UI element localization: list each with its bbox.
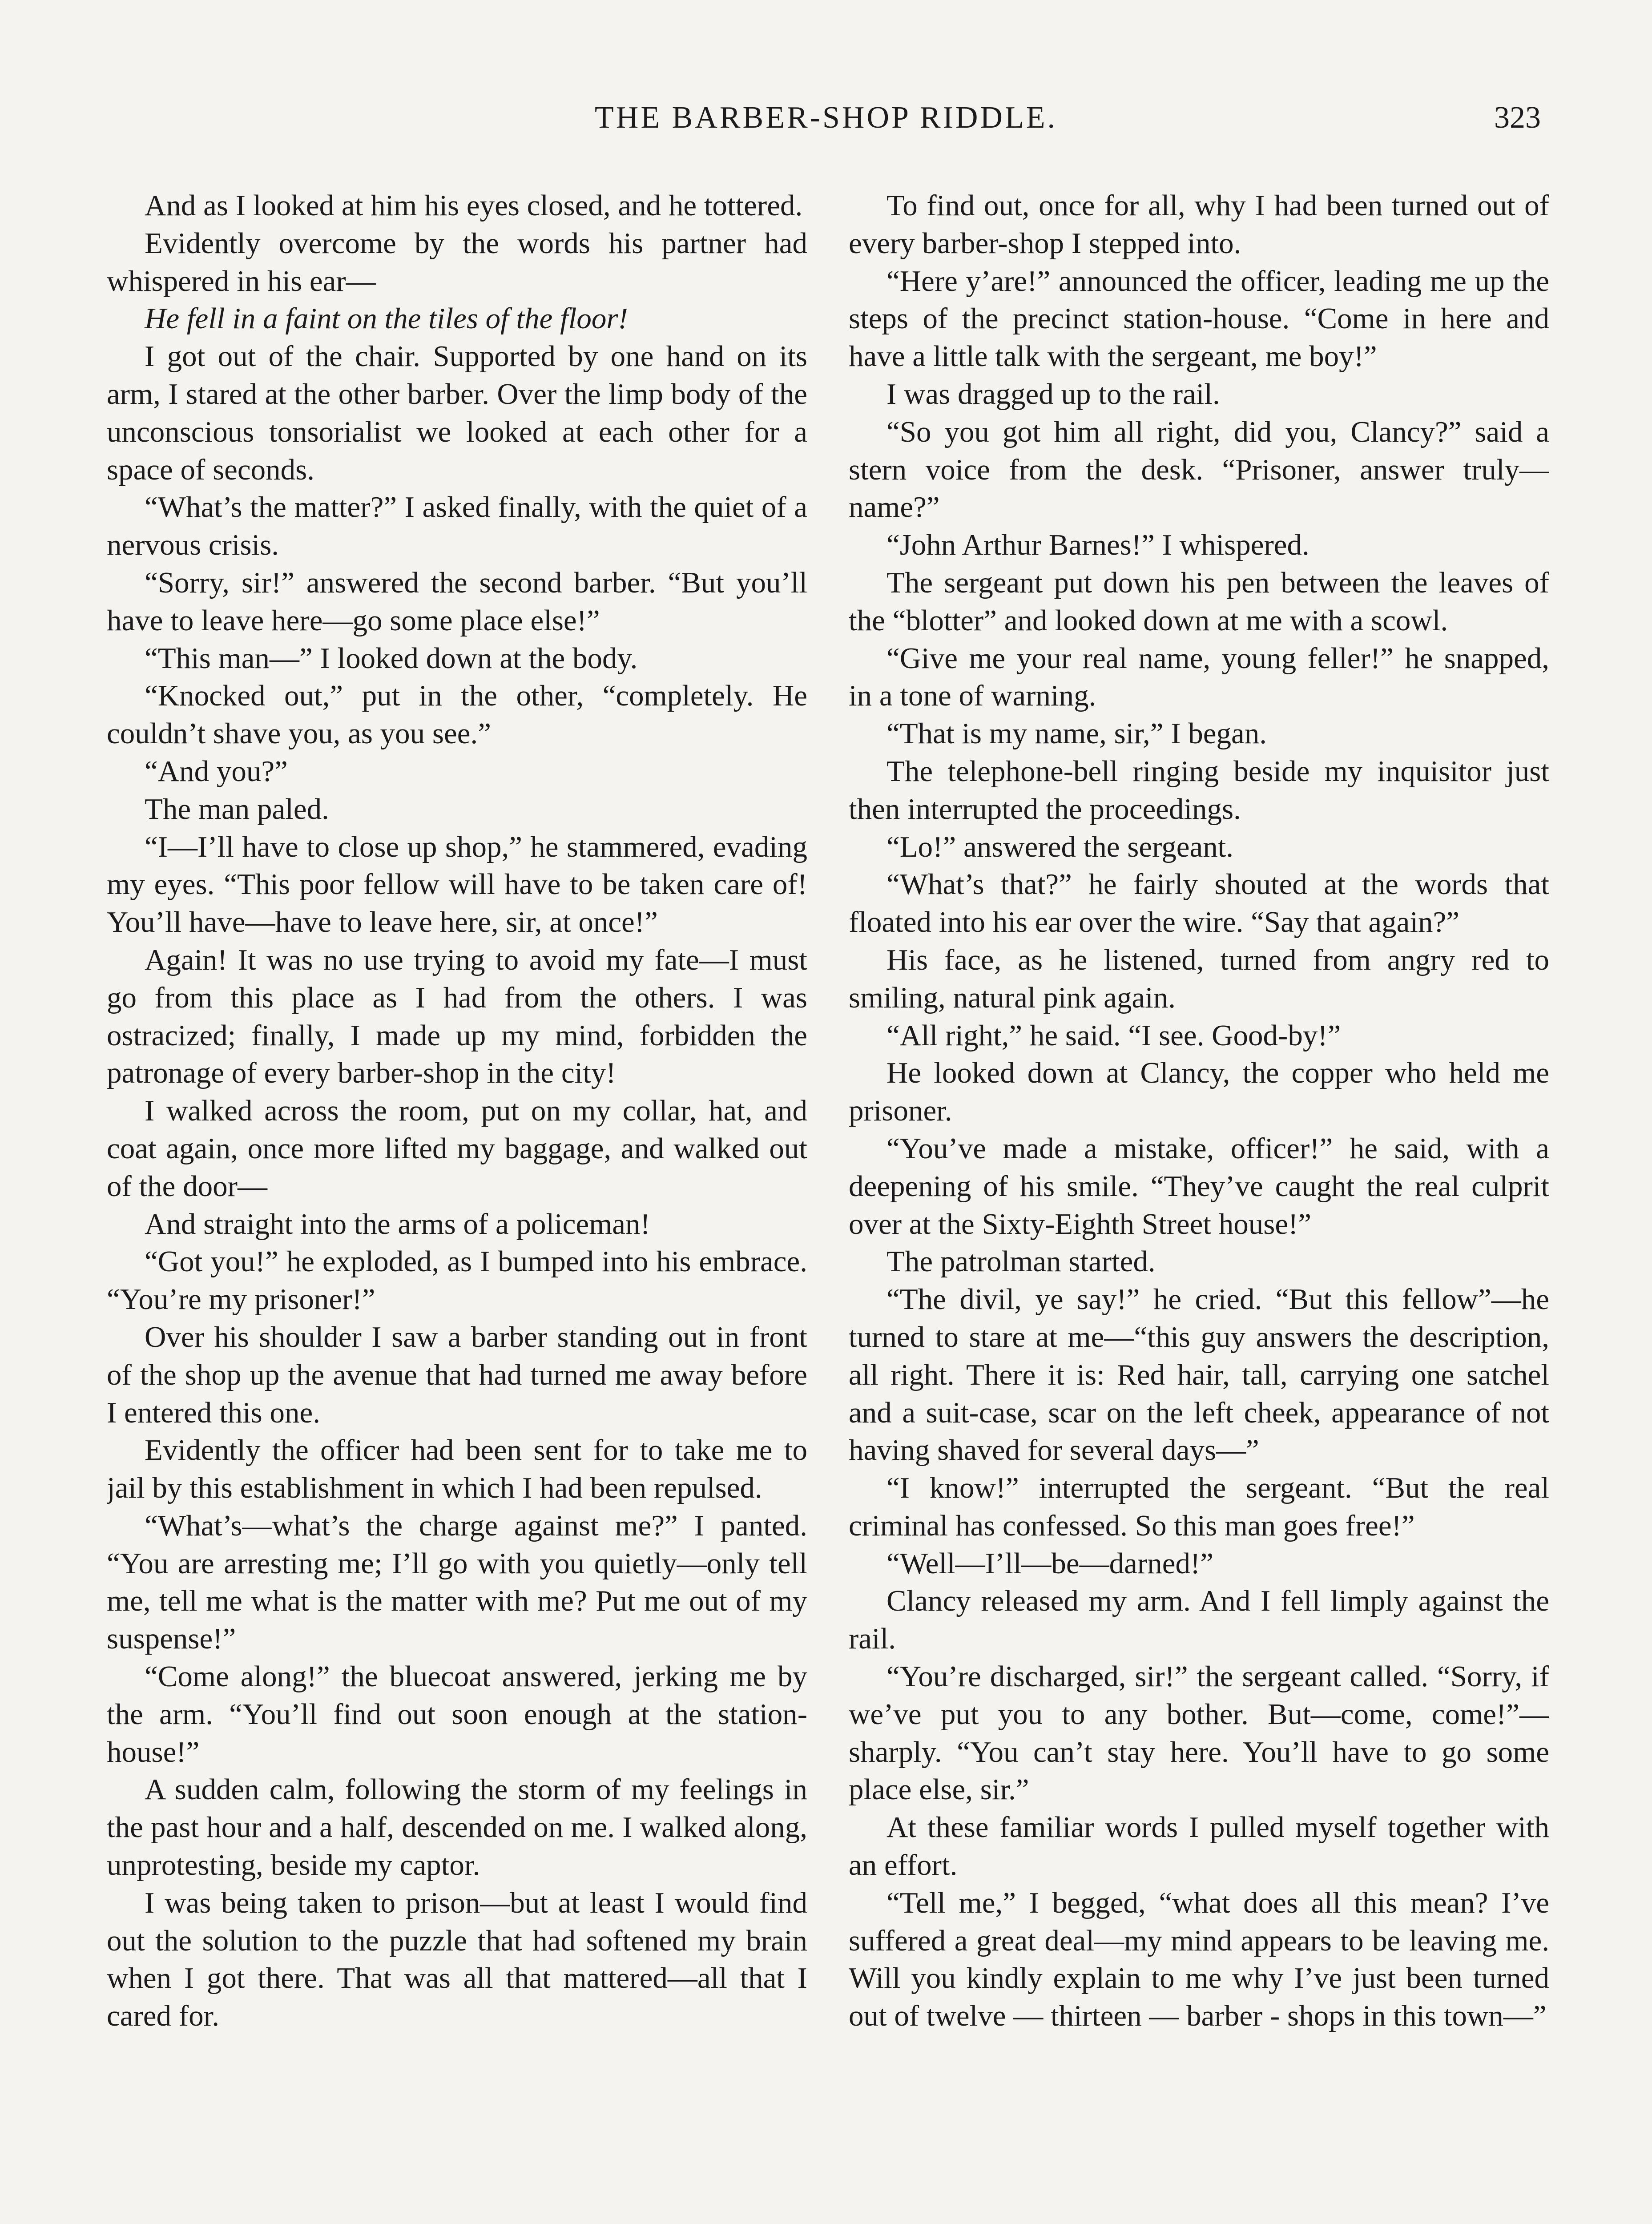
- paragraph: Evidently the officer had been sent for to take me to jail by this establishment in which I had been repulsed.: [107, 1434, 807, 1505]
- paragraph: And as I looked at him his eyes closed, and he tottered.: [145, 189, 803, 222]
- paragraph: The telephone-bell ringing beside my inquisitor just then interrupted the proceedings.: [849, 754, 1549, 826]
- paragraph: He looked down at Clancy, the copper who held me prisoner.: [849, 1056, 1549, 1128]
- paragraph: “And you?”: [145, 754, 288, 788]
- paragraph: “Knocked out,” put in the other, “completely. He couldn’t shave you, as you see.”: [107, 679, 807, 750]
- paragraph: I walked across the room, put on my collar, hat, and coat again, once more lifted my baggage, and walked out of the door—: [107, 1094, 807, 1203]
- text-column-right: [849, 187, 1549, 2224]
- text-column-left: [107, 187, 807, 2224]
- paragraph: To find out, once for all, why I had been turned out of every barber-shop I stepped into.: [849, 189, 1549, 260]
- paragraph: “John Arthur Barnes!” I whispered.: [886, 528, 1310, 562]
- paragraph: “So you got him all right, did you, Clancy?” said a stern voice from the desk. “Prisoner, answer truly—name?”: [849, 415, 1549, 524]
- paragraph: “That is my name, sir,” I began.: [886, 717, 1267, 750]
- paragraph: Clancy released my arm. And I fell limply against the rail.: [849, 1584, 1549, 1656]
- paragraph: “All right,” he said. “I see. Good-by!”: [886, 1019, 1341, 1052]
- paragraph: “What’s—what’s the charge against me?” I panted. “You are arresting me; I’ll go with you quietly—only tell me, tell me what is the matter with me? Put me out of my suspense!”: [107, 1509, 807, 1656]
- paragraph: Again! It was no use trying to avoid my fate—I must go from this place as I had from the others. I was ostracized; finally, I made up my mind, forbidden the patronage of every barber-shop in the city!: [107, 943, 807, 1090]
- paragraph: “Give me your real name, young feller!” he snapped, in a tone of warning.: [849, 641, 1549, 713]
- paragraph: I was being taken to prison—but at least I would find out the solution to the puzzle that had softened my brain when I got there. That was all that mattered—all that I cared for.: [107, 1886, 807, 2033]
- paragraph: “You’ve made a mistake, officer!” he said, with a deepening of his smile. “They’ve caught the real culprit over at the Sixty-Eighth Street house!”: [849, 1132, 1549, 1241]
- paragraph-italic: He fell in a faint on the tiles of the floor!: [145, 302, 628, 335]
- paragraph: “Tell me,” I begged, “what does all this mean? I’ve suffered a great deal—my mind appears to be leaving me. Will you kindly explain to me why I’ve just been turned out of twelve — thirteen — barber - shops in this town—”: [849, 1886, 1549, 2033]
- paragraph: I got out of the chair. Supported by one hand on its arm, I stared at the other barber. Over the limp body of the unconscious tonsorialist we looked at each other for a space of seconds.: [107, 340, 807, 486]
- paragraph: “Sorry, sir!” answered the second barber. “But you’ll have to leave here—go some place else!”: [107, 566, 807, 637]
- paragraph: The sergeant put down his pen between the leaves of the “blotter” and looked down at me with a scowl.: [849, 566, 1549, 637]
- paragraph: “Got you!” he exploded, as I bumped into his embrace. “You’re my prisoner!”: [107, 1245, 807, 1316]
- paragraph: The man paled.: [145, 792, 329, 826]
- paragraph: “Come along!” the bluecoat answered, jerking me by the arm. “You’ll find out soon enough at the station-house!”: [107, 1660, 807, 1769]
- paragraph: “This man—” I looked down at the body.: [145, 641, 638, 675]
- page-header: [0, 96, 1652, 145]
- paragraph: And straight into the arms of a policeman!: [145, 1207, 650, 1241]
- paragraph: “Lo!” answered the sergeant.: [886, 830, 1234, 863]
- paragraph: “Here y’are!” announced the officer, leading me up the steps of the precinct station-house. “Come in here and have a little talk with the sergeant, me boy!”: [849, 264, 1549, 373]
- paragraph: A sudden calm, following the storm of my feelings in the past hour and a half, descended on me. I walked along, unprotesting, beside my captor.: [107, 1773, 807, 1882]
- paragraph: “What’s the matter?” I asked finally, with the quiet of a nervous crisis.: [107, 491, 807, 562]
- paragraph: “I—I’ll have to close up shop,” he stammered, evading my eyes. “This poor fellow will have to be taken care of! You’ll have—have to leave here, sir, at once!”: [107, 830, 807, 939]
- paragraph: “What’s that?” he fairly shouted at the words that floated into his ear over the wire. “Say that again?”: [849, 868, 1549, 939]
- paragraph: “You’re discharged, sir!” the sergeant called. “Sorry, if we’ve put you to any bother. But—come, come!”—sharply. “You can’t stay here. You’ll have to go some place else, sir.”: [849, 1660, 1549, 1806]
- paragraph: His face, as he listened, turned from angry red to smiling, natural pink again.: [849, 943, 1549, 1014]
- paragraph: “I know!” interrupted the sergeant. “But the real criminal has confessed. So this man goes free!”: [849, 1471, 1549, 1542]
- paragraph: “The divil, ye say!” he cried. “But this fellow”—he turned to stare at me—“this guy answers the description, all right. There it is: Red hair, tall, carrying one satchel and a suit-case, scar on the left cheek, appearance of not having shaved for several days—”: [849, 1283, 1549, 1467]
- paragraph: I was dragged up to the rail.: [886, 377, 1220, 411]
- paragraph: At these familiar words I pulled myself together with an effort.: [849, 1811, 1549, 1882]
- paragraph: “Well—I’ll—be—darned!”: [886, 1547, 1214, 1580]
- paragraph: Evidently overcome by the words his partner had whispered in his ear—: [107, 226, 807, 298]
- paragraph: Over his shoulder I saw a barber standing out in front of the shop up the avenue that had turned me away before I entered this one.: [107, 1320, 807, 1429]
- page-number: 323: [1494, 101, 1541, 135]
- paragraph: The patrolman started.: [886, 1245, 1156, 1278]
- running-title: THE BARBER-SHOP RIDDLE.: [595, 101, 1057, 135]
